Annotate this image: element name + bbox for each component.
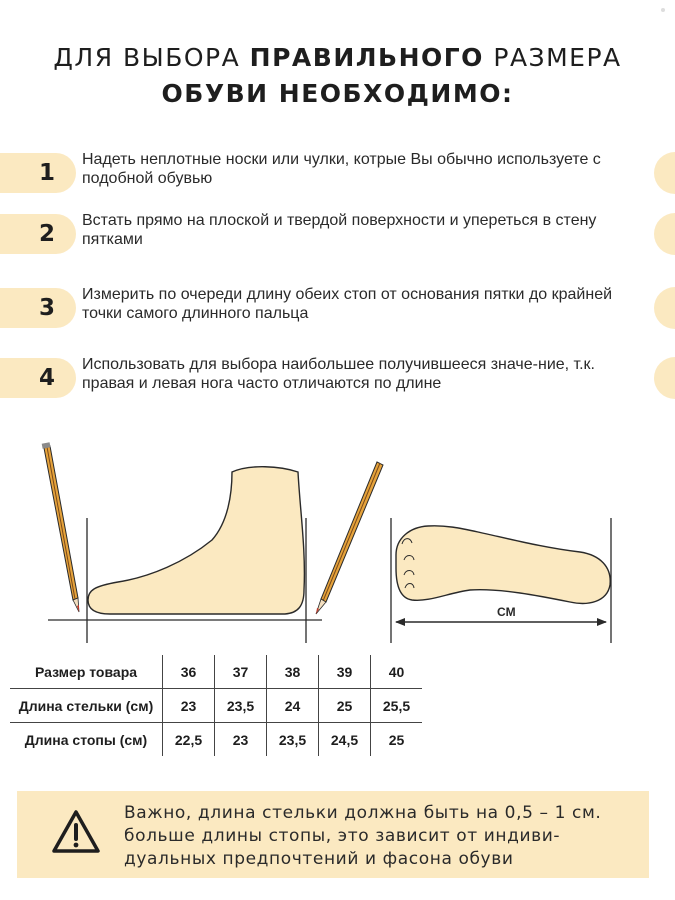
table-cell: 38 [267,655,319,689]
table-cell: Размер товара [10,655,163,689]
table-row [10,689,422,723]
decorative-tab [654,152,675,194]
table-cell: 23,5 [215,689,267,723]
step-text: Измерить по очереди длину обеих стоп от основания пятки до крайней точки самого длинного пальца [82,286,613,322]
table-cell: 23 [163,689,215,723]
size-table [10,655,422,756]
foot-measurement-illustration [0,430,675,645]
warning-icon [51,809,101,855]
step-text: Встать прямо на плоской и твердой поверхности и упереться в стену пятками [82,212,597,248]
measure-label: CM [497,605,516,619]
step-number: 1 [38,160,55,186]
table-cell: 40 [371,655,423,689]
table-cell: 25 [319,689,371,723]
note-text [124,802,644,871]
step-4 [0,355,675,405]
step-number: 3 [38,295,55,321]
title-line-2: ОБУВИ НЕОБХОДИМО: [161,79,514,108]
table-cell: 24,5 [319,723,371,757]
table-cell: Длина стопы (см) [10,723,163,757]
table-cell: 24 [267,689,319,723]
step-1 [0,150,675,200]
step-3 [0,285,675,335]
table-cell: 22,5 [163,723,215,757]
step-2 [0,211,675,261]
decorative-tab [654,287,675,329]
table-cell: 23,5 [267,723,319,757]
decorative-dot [661,8,665,12]
step-number: 2 [38,221,55,247]
table-cell: 23 [215,723,267,757]
table-cell: 37 [215,655,267,689]
step-number: 4 [38,365,55,391]
table-cell: 36 [163,655,215,689]
title-part-1: ДЛЯ ВЫБОРА [53,43,250,72]
table-cell: 25,5 [371,689,423,723]
pencil-icon [316,462,383,614]
foot-side-icon [48,467,322,643]
page-title [0,40,675,112]
table-cell: 39 [319,655,371,689]
step-text: Надеть неплотные носки или чулки, котрые Вы обычно используете с подобной обувью [82,151,601,187]
pencil-icon [42,442,79,612]
decorative-tab [654,213,675,255]
step-text: Использовать для выбора наибольшее получившееся значе-ние, т.к. правая и левая нога часто отличаются по длине [82,356,595,392]
title-bold-word: ПРАВИЛЬНОГО [249,43,484,72]
table-cell: Длина стельки (см) [10,689,163,723]
decorative-tab [654,357,675,399]
important-note [17,791,649,878]
table-row [10,723,422,757]
table-cell: 25 [388,731,405,748]
note-line-2: больше длины стопы, это зависит от индиви- [124,826,561,846]
table-header-row [10,655,422,689]
note-line-1: Важно, длина стельки должна быть на 0,5 – 1 см. [124,803,602,823]
note-line-3: дуальных предпочтений и фасона обуви [124,849,514,869]
foot-top-view-icon [391,518,611,643]
title-part-2: РАЗМЕРА [483,43,622,72]
